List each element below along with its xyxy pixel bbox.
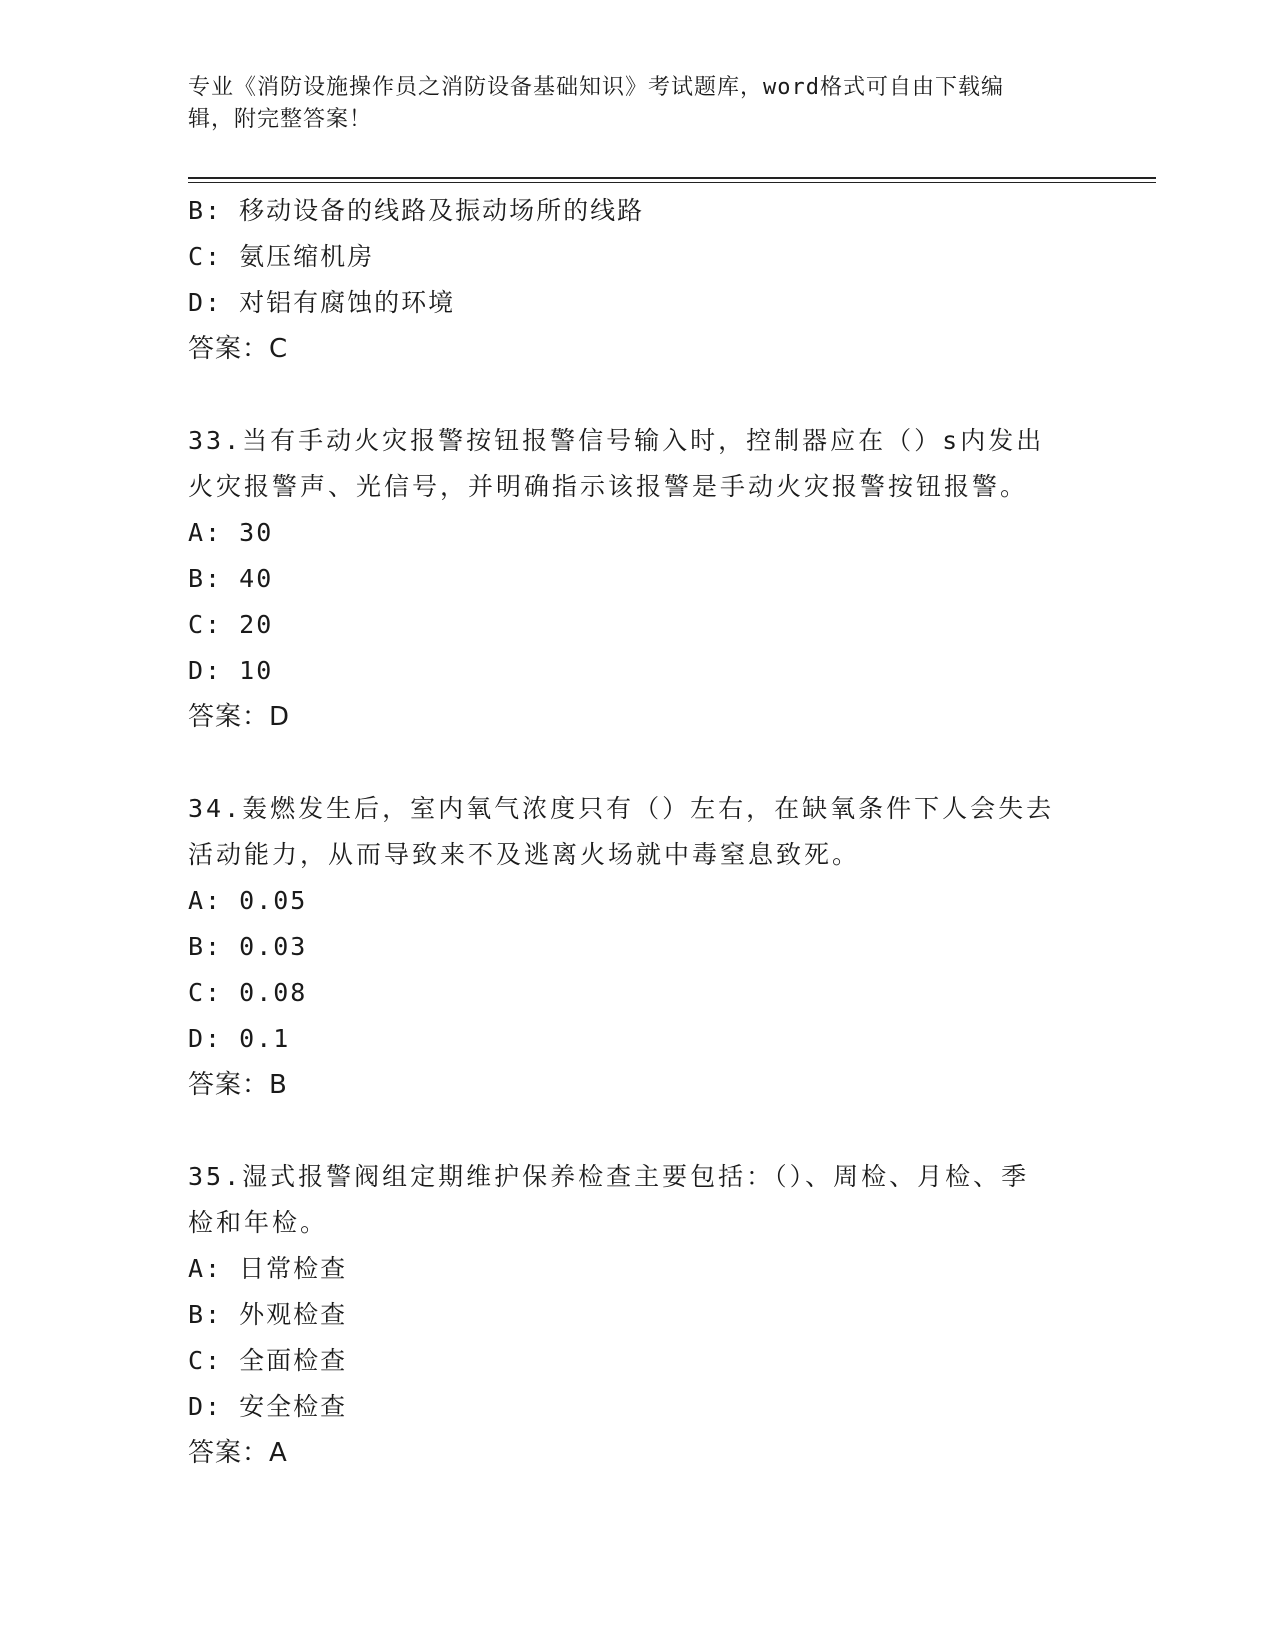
question-34 <box>188 786 1088 1108</box>
option-b: B: 40 <box>188 564 274 593</box>
question-stem-line-2: 火灾报警声、光信号，并明确指示该报警是手动火灾报警按钮报警。 <box>188 472 1029 501</box>
question-stem-line-1: 34.轰燃发生后，室内氧气浓度只有（）左右，在缺氧条件下人会失去 <box>188 794 1055 823</box>
header-intro-line-2: 辑，附完整答案！ <box>188 107 373 132</box>
question-32-continued <box>188 188 1088 372</box>
header-divider-thick <box>188 177 1156 179</box>
question-list <box>188 188 1088 1476</box>
question-stem-line-1: 33.当有手动火灾报警按钮报警信号输入时，控制器应在（）s内发出 <box>188 426 1045 455</box>
option-c: C: 0.08 <box>188 978 308 1007</box>
option-a: A: 日常检查 <box>188 1254 348 1283</box>
option-a: A: 0.05 <box>188 886 308 915</box>
answer-line: 答案：D <box>188 702 291 732</box>
option-b: B: 外观检查 <box>188 1300 348 1329</box>
option-b: B: 0.03 <box>188 932 308 961</box>
option-c: C: 20 <box>188 610 274 639</box>
header-intro-line-1: 专业《消防设施操作员之消防设备基础知识》考试题库，word格式可自由下载编 <box>188 75 1004 100</box>
option-d: D: 安全检查 <box>188 1392 348 1421</box>
option-a: A: 30 <box>188 518 274 547</box>
option-c: C: 全面检查 <box>188 1346 348 1375</box>
question-stem-line-1: 35.湿式报警阀组定期维护保养检查主要包括：（）、周检、月检、季 <box>188 1162 1030 1191</box>
answer-line: 答案：A <box>188 1438 288 1468</box>
question-stem-line-2: 活动能力，从而导致来不及逃离火场就中毒窒息致死。 <box>188 840 861 869</box>
document-header <box>188 72 1068 136</box>
option-b: B: 移动设备的线路及振动场所的线路 <box>188 196 645 225</box>
question-stem-line-2: 检和年检。 <box>188 1208 329 1237</box>
question-33 <box>188 418 1088 740</box>
header-divider-thin <box>188 182 1156 183</box>
option-c: C: 氨压缩机房 <box>188 242 375 271</box>
option-d: D: 10 <box>188 656 274 685</box>
question-35 <box>188 1154 1088 1476</box>
option-d: D: 0.1 <box>188 1024 291 1053</box>
answer-line: 答案：B <box>188 1070 288 1100</box>
answer-line: 答案：C <box>188 334 289 364</box>
option-d: D: 对铝有腐蚀的环境 <box>188 288 456 317</box>
